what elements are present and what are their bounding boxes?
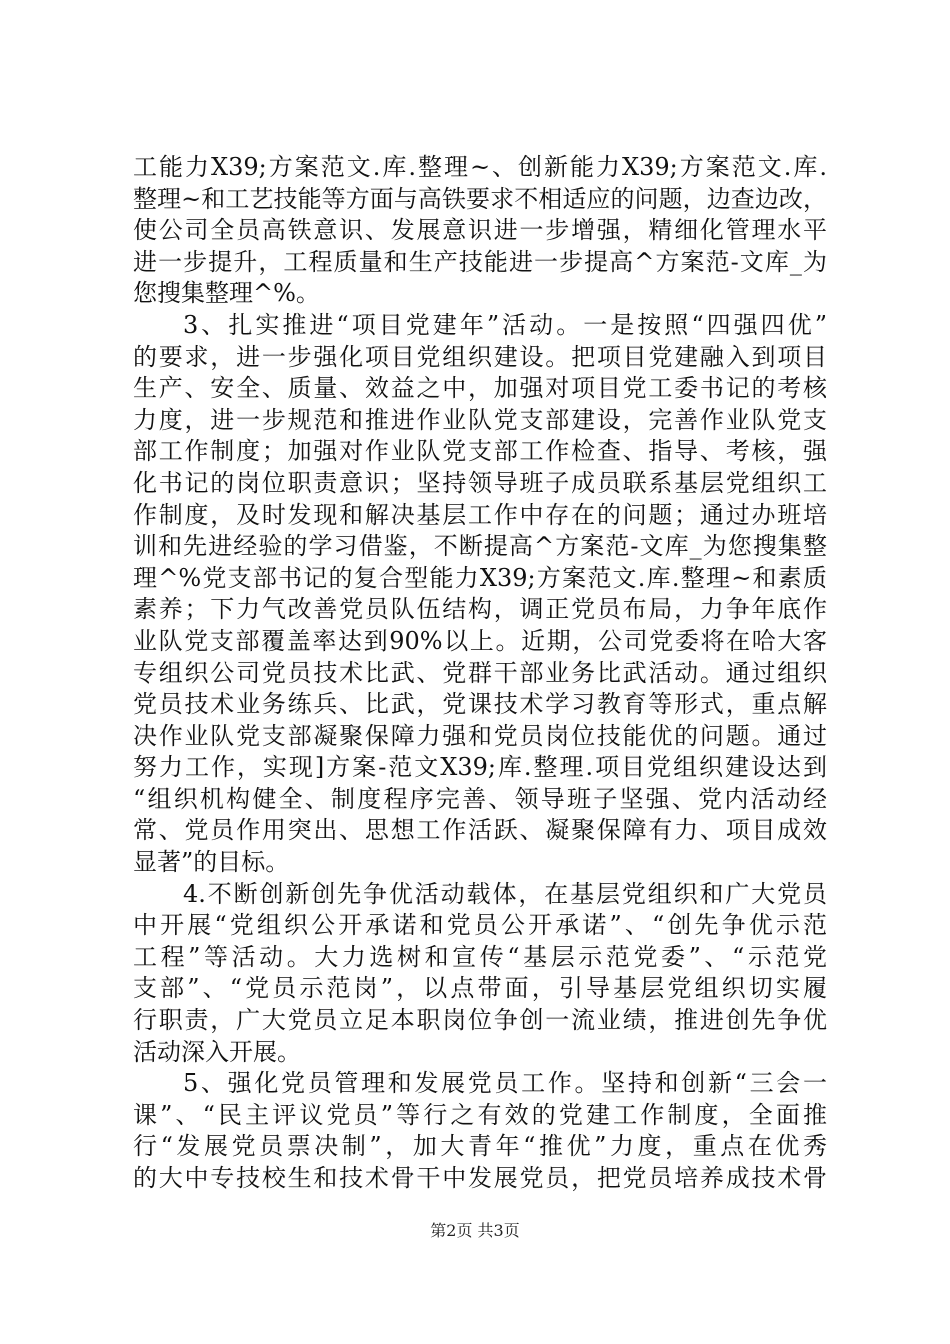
text-line: 支部”、“党员示范岗”，以点带面，引导基层党组织切实履	[133, 974, 827, 1003]
text-line: 4.不断创新创先争优活动载体，在基层党组织和广大党员	[183, 879, 827, 908]
text-line: 中开展“党组织公开承诺和党员公开承诺”、“创先争优示范	[133, 911, 827, 940]
text-line: “组织机构健全、制度程序完善、领导班子坚强、党内活动经	[133, 784, 827, 813]
text-line: 进一步提升，工程质量和生产技能进一步提高^方案范-文库_为	[133, 247, 827, 276]
text-line: 的大中专技校生和技术骨干中发展党员，把党员培养成技术骨	[133, 1164, 827, 1192]
text-line: 使公司全员高铁意识、发展意识进一步增强，精细化管理水平	[133, 216, 827, 245]
text-line: 课”、“民主评议党员”等行之有效的党建工作制度，全面推	[133, 1100, 827, 1129]
text-line: 整理~和工艺技能等方面与高铁要求不相适应的问题，边查边改，	[133, 184, 827, 213]
text-line: 活动深入开展。	[133, 1037, 301, 1066]
text-line: 专组织公司党员技术比武、党群干部业务比武活动。通过组织	[133, 658, 827, 687]
text-line: 素养；下力气改善党员队伍结构，调正党员布局，力争年底作	[133, 595, 827, 624]
text-line: 工能力X39;方案范文.库.整理~、创新能力X39;方案范文.库.	[133, 153, 827, 181]
text-line: 生产、安全、质量、效益之中，加强对项目党工委书记的考核	[133, 374, 827, 403]
text-line: 理^%党支部书记的复合型能力X39;方案范文.库.整理~和素质	[133, 563, 827, 592]
text-line: 作制度，及时发现和解决基层工作中存在的问题；通过办班培	[133, 500, 827, 529]
text-line: 业队党支部覆盖率达到90%以上。近期，公司党委将在哈大客	[133, 626, 827, 655]
text-line: 显著”的目标。	[133, 848, 290, 877]
text-line: 部工作制度；加强对作业队党支部工作检查、指导、考核，强	[133, 437, 827, 466]
document-body	[133, 152, 827, 1195]
text-line: 3、扎实推进“项目党建年”活动。一是按照“四强四优”	[183, 310, 827, 339]
text-line: 的要求，进一步强化项目党组织建设。把项目党建融入到项目	[133, 342, 827, 371]
text-line: 行“发展党员票决制”，加大青年“推优”力度，重点在优秀	[133, 1132, 827, 1161]
text-line: 您搜集整理^%。	[133, 279, 320, 308]
text-line: 常、党员作用突出、思想工作活跃、凝聚保障有力、项目成效	[133, 816, 827, 845]
text-line: 党员技术业务练兵、比武，党课技术学习教育等形式，重点解	[133, 690, 827, 719]
text-line: 努力工作，实现]方案-范文X39;库.整理.项目党组织建设达到	[133, 753, 827, 782]
text-line: 决作业队党支部凝聚保障力强和党员岗位技能优的问题。通过	[133, 721, 827, 750]
text-line: 训和先进经验的学习借鉴，不断提高^方案范-文库_为您搜集整	[133, 532, 827, 561]
text-line: 5、强化党员管理和发展党员工作。坚持和创新“三会一	[183, 1069, 827, 1098]
page-footer: 第2页 共3页	[430, 1221, 520, 1240]
text-line: 工程”等活动。大力选树和宣传“基层示范党委”、“示范党	[133, 942, 827, 971]
text-line: 力度，进一步规范和推进作业队党支部建设，完善作业队党支	[133, 405, 827, 434]
text-line: 化书记的岗位职责意识；坚持领导班子成员联系基层党组织工	[133, 468, 827, 497]
text-line: 行职责，广大党员立足本职岗位争创一流业绩，推进创先争优	[133, 1006, 827, 1035]
